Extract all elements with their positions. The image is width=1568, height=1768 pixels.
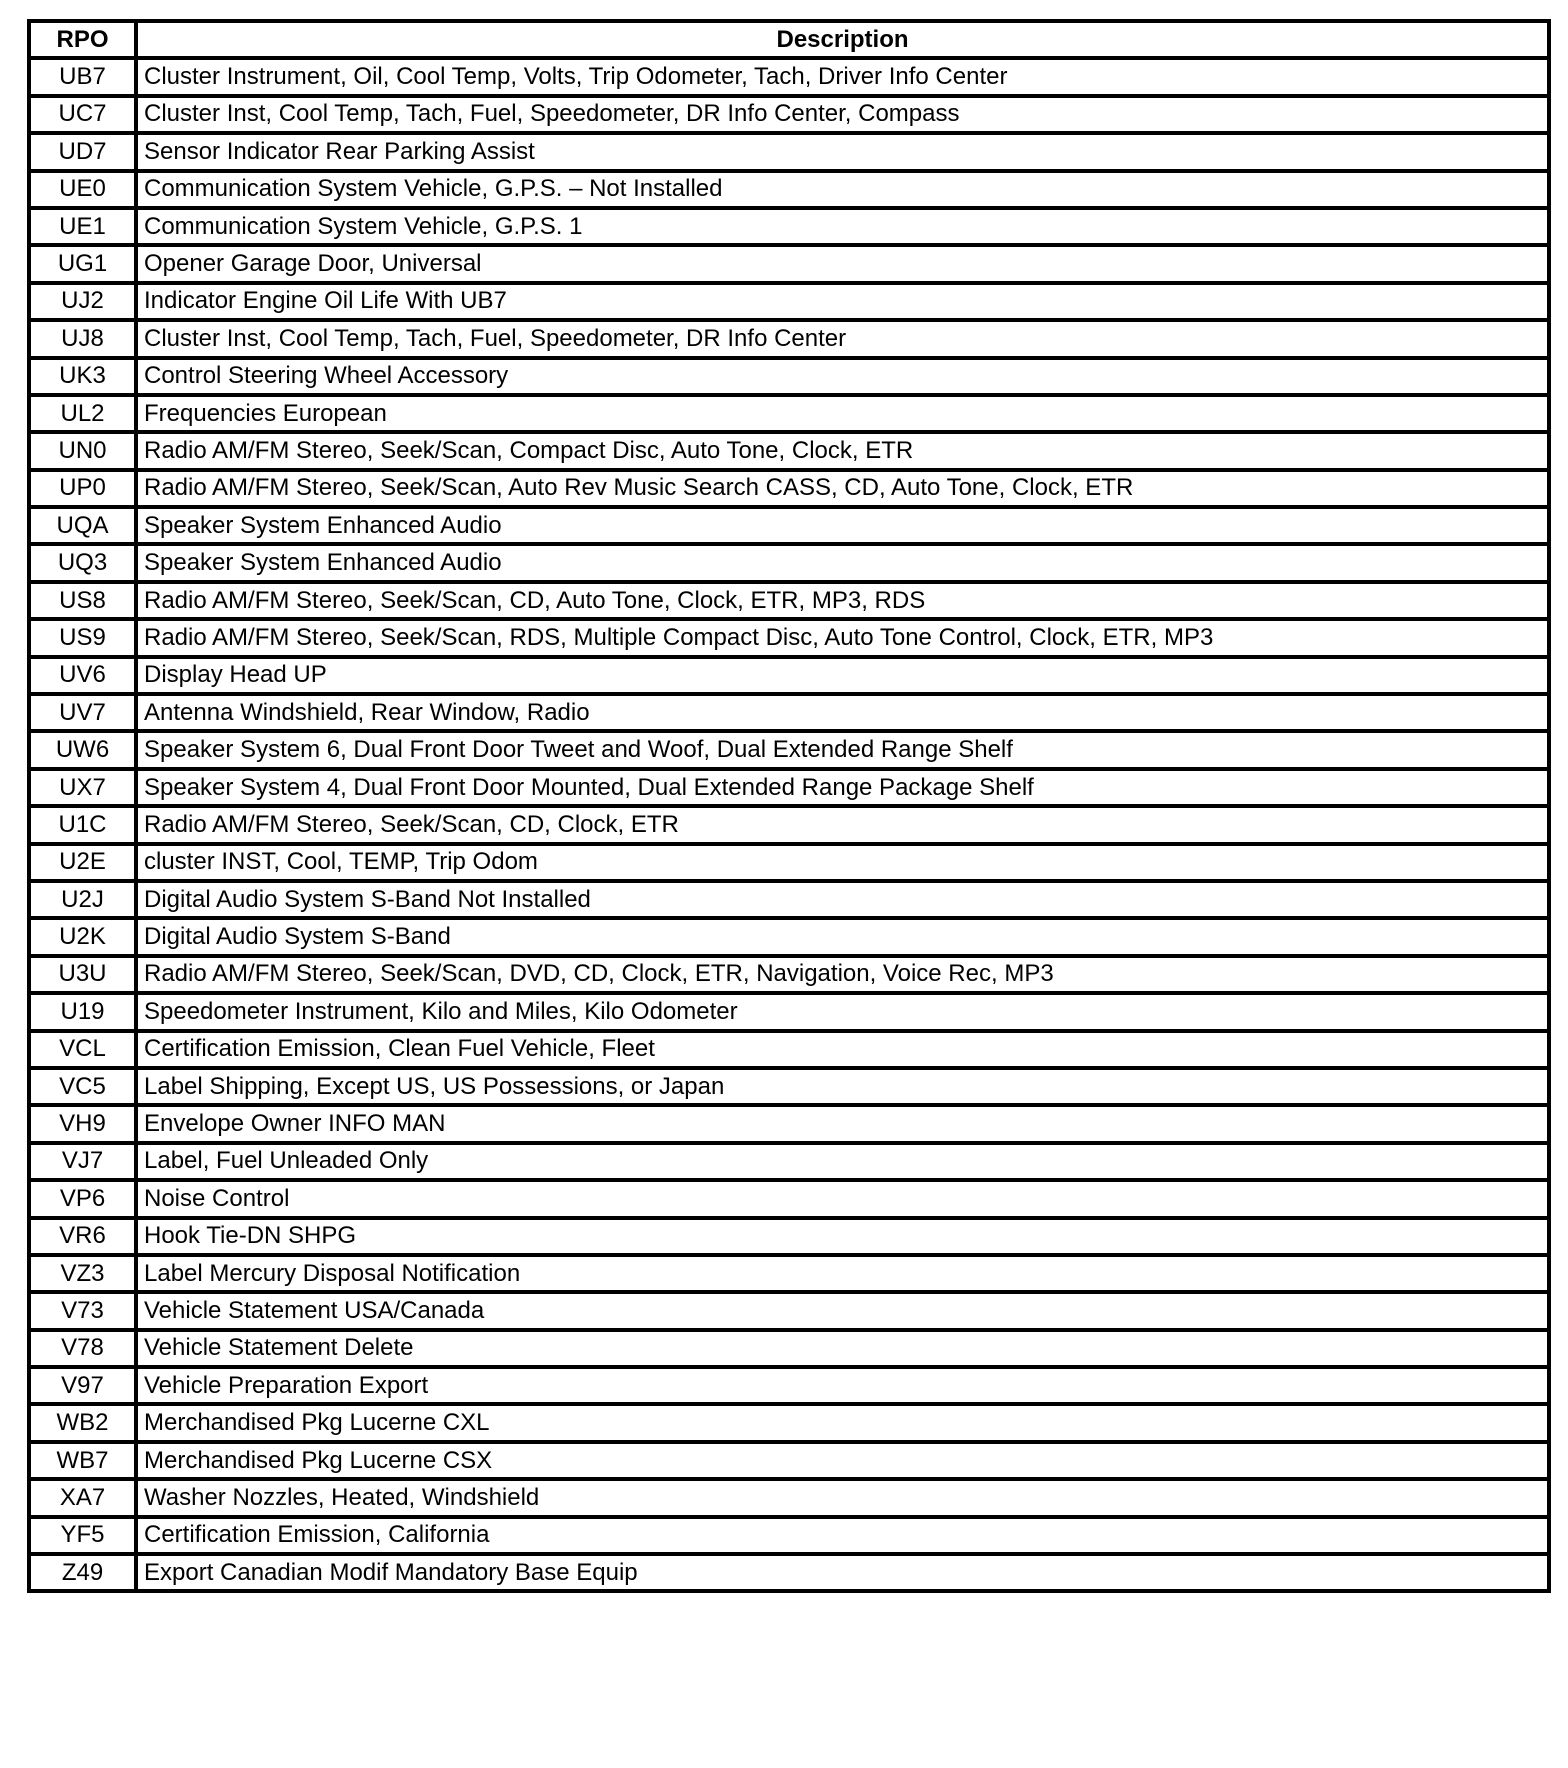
rpo-code-cell: US9 — [29, 619, 136, 656]
rpo-code-cell: US8 — [29, 582, 136, 619]
table-row — [29, 470, 1549, 507]
table-row — [29, 1367, 1549, 1404]
table-row — [29, 806, 1549, 843]
rpo-code-cell: VCL — [29, 1031, 136, 1068]
description-cell: Certification Emission, Clean Fuel Vehicle, Fleet — [136, 1031, 1549, 1068]
rpo-code-cell: YF5 — [29, 1517, 136, 1554]
table-row — [29, 283, 1549, 320]
table-row — [29, 96, 1549, 133]
rpo-code-cell: U3U — [29, 956, 136, 993]
description-cell: Digital Audio System S-Band Not Installed — [136, 881, 1549, 918]
rpo-code-cell: XA7 — [29, 1479, 136, 1516]
rpo-code-cell: VP6 — [29, 1180, 136, 1217]
header-description: Description — [136, 21, 1549, 58]
table-row — [29, 769, 1549, 806]
table-row — [29, 582, 1549, 619]
rpo-code-cell: UB7 — [29, 58, 136, 95]
header-rpo: RPO — [29, 21, 136, 58]
description-cell: Export Canadian Modif Mandatory Base Equip — [136, 1554, 1549, 1591]
table-row — [29, 133, 1549, 170]
description-cell: Envelope Owner INFO MAN — [136, 1105, 1549, 1142]
rpo-code-cell: Z49 — [29, 1554, 136, 1591]
description-cell: Label Shipping, Except US, US Possessions, or Japan — [136, 1068, 1549, 1105]
description-cell: Speaker System Enhanced Audio — [136, 544, 1549, 581]
rpo-code-cell: WB2 — [29, 1404, 136, 1441]
rpo-code-cell: UV6 — [29, 657, 136, 694]
description-cell: Speedometer Instrument, Kilo and Miles, Kilo Odometer — [136, 993, 1549, 1030]
description-cell: Noise Control — [136, 1180, 1549, 1217]
rpo-code-cell: UV7 — [29, 694, 136, 731]
description-cell: Digital Audio System S-Band — [136, 918, 1549, 955]
table-row — [29, 1442, 1549, 1479]
table-row — [29, 1218, 1549, 1255]
description-cell: Label, Fuel Unleaded Only — [136, 1143, 1549, 1180]
table-row — [29, 657, 1549, 694]
table-row — [29, 544, 1549, 581]
description-cell: cluster INST, Cool, TEMP, Trip Odom — [136, 844, 1549, 881]
rpo-code-cell: U1C — [29, 806, 136, 843]
table-body — [29, 58, 1549, 1591]
table-row — [29, 694, 1549, 731]
description-cell: Frequencies European — [136, 395, 1549, 432]
table-row — [29, 432, 1549, 469]
description-cell: Certification Emission, California — [136, 1517, 1549, 1554]
rpo-table — [27, 19, 1551, 1593]
table-row — [29, 1068, 1549, 1105]
table-row — [29, 1554, 1549, 1591]
rpo-code-cell: UX7 — [29, 769, 136, 806]
rpo-code-cell: UJ2 — [29, 283, 136, 320]
table-row — [29, 1255, 1549, 1292]
rpo-code-cell: VJ7 — [29, 1143, 136, 1180]
description-cell: Merchandised Pkg Lucerne CXL — [136, 1404, 1549, 1441]
table-row — [29, 993, 1549, 1030]
description-cell: Sensor Indicator Rear Parking Assist — [136, 133, 1549, 170]
description-cell: Radio AM/FM Stereo, Seek/Scan, RDS, Multiple Compact Disc, Auto Tone Control, Clock, ETR, MP3 — [136, 619, 1549, 656]
table-row — [29, 1031, 1549, 1068]
description-cell: Radio AM/FM Stereo, Seek/Scan, CD, Clock, ETR — [136, 806, 1549, 843]
table-row — [29, 731, 1549, 768]
table-row — [29, 1404, 1549, 1441]
table-row — [29, 1517, 1549, 1554]
table-row — [29, 171, 1549, 208]
rpo-code-cell: UE1 — [29, 208, 136, 245]
description-cell: Hook Tie-DN SHPG — [136, 1218, 1549, 1255]
description-cell: Merchandised Pkg Lucerne CSX — [136, 1442, 1549, 1479]
rpo-code-cell: U2K — [29, 918, 136, 955]
table-row — [29, 1105, 1549, 1142]
rpo-code-cell: UQ3 — [29, 544, 136, 581]
rpo-code-cell: V97 — [29, 1367, 136, 1404]
table-row — [29, 1180, 1549, 1217]
table-row — [29, 358, 1549, 395]
rpo-code-cell: UL2 — [29, 395, 136, 432]
description-cell: Cluster Instrument, Oil, Cool Temp, Volts, Trip Odometer, Tach, Driver Info Center — [136, 58, 1549, 95]
table-row — [29, 1143, 1549, 1180]
rpo-code-cell: U2E — [29, 844, 136, 881]
description-cell: Washer Nozzles, Heated, Windshield — [136, 1479, 1549, 1516]
description-cell: Speaker System 4, Dual Front Door Mounted, Dual Extended Range Package Shelf — [136, 769, 1549, 806]
table-row — [29, 918, 1549, 955]
header-row — [29, 21, 1549, 58]
rpo-code-cell: UJ8 — [29, 320, 136, 357]
rpo-code-cell: UN0 — [29, 432, 136, 469]
description-cell: Communication System Vehicle, G.P.S. – Not Installed — [136, 171, 1549, 208]
table-row — [29, 1292, 1549, 1329]
description-cell: Cluster Inst, Cool Temp, Tach, Fuel, Speedometer, DR Info Center, Compass — [136, 96, 1549, 133]
table-row — [29, 881, 1549, 918]
rpo-code-cell: UK3 — [29, 358, 136, 395]
table-row — [29, 320, 1549, 357]
rpo-code-cell: VC5 — [29, 1068, 136, 1105]
rpo-code-cell: U2J — [29, 881, 136, 918]
rpo-code-cell: UG1 — [29, 245, 136, 282]
description-cell: Radio AM/FM Stereo, Seek/Scan, Compact Disc, Auto Tone, Clock, ETR — [136, 432, 1549, 469]
table-row — [29, 844, 1549, 881]
rpo-code-cell: V73 — [29, 1292, 136, 1329]
description-cell: Radio AM/FM Stereo, Seek/Scan, CD, Auto Tone, Clock, ETR, MP3, RDS — [136, 582, 1549, 619]
description-cell: Display Head UP — [136, 657, 1549, 694]
rpo-code-cell: UC7 — [29, 96, 136, 133]
rpo-code-cell: UW6 — [29, 731, 136, 768]
rpo-code-cell: V78 — [29, 1330, 136, 1367]
description-cell: Vehicle Statement Delete — [136, 1330, 1549, 1367]
table-row — [29, 208, 1549, 245]
description-cell: Opener Garage Door, Universal — [136, 245, 1549, 282]
table-row — [29, 245, 1549, 282]
description-cell: Vehicle Statement USA/Canada — [136, 1292, 1549, 1329]
table-row — [29, 395, 1549, 432]
table-row — [29, 1479, 1549, 1516]
table-header — [29, 21, 1549, 58]
description-cell: Cluster Inst, Cool Temp, Tach, Fuel, Speedometer, DR Info Center — [136, 320, 1549, 357]
rpo-code-cell: UE0 — [29, 171, 136, 208]
table-row — [29, 619, 1549, 656]
description-cell: Communication System Vehicle, G.P.S. 1 — [136, 208, 1549, 245]
rpo-code-cell: VR6 — [29, 1218, 136, 1255]
description-cell: Radio AM/FM Stereo, Seek/Scan, DVD, CD, Clock, ETR, Navigation, Voice Rec, MP3 — [136, 956, 1549, 993]
rpo-code-cell: UP0 — [29, 470, 136, 507]
table-row — [29, 58, 1549, 95]
description-cell: Indicator Engine Oil Life With UB7 — [136, 283, 1549, 320]
description-cell: Radio AM/FM Stereo, Seek/Scan, Auto Rev Music Search CASS, CD, Auto Tone, Clock, ETR — [136, 470, 1549, 507]
table-row — [29, 507, 1549, 544]
rpo-code-cell: VH9 — [29, 1105, 136, 1142]
rpo-code-cell: VZ3 — [29, 1255, 136, 1292]
description-cell: Vehicle Preparation Export — [136, 1367, 1549, 1404]
rpo-code-cell: WB7 — [29, 1442, 136, 1479]
description-cell: Antenna Windshield, Rear Window, Radio — [136, 694, 1549, 731]
description-cell: Speaker System Enhanced Audio — [136, 507, 1549, 544]
rpo-code-cell: U19 — [29, 993, 136, 1030]
description-cell: Speaker System 6, Dual Front Door Tweet and Woof, Dual Extended Range Shelf — [136, 731, 1549, 768]
description-cell: Control Steering Wheel Accessory — [136, 358, 1549, 395]
rpo-code-cell: UD7 — [29, 133, 136, 170]
description-cell: Label Mercury Disposal Notification — [136, 1255, 1549, 1292]
rpo-code-cell: UQA — [29, 507, 136, 544]
table-row — [29, 956, 1549, 993]
table-row — [29, 1330, 1549, 1367]
